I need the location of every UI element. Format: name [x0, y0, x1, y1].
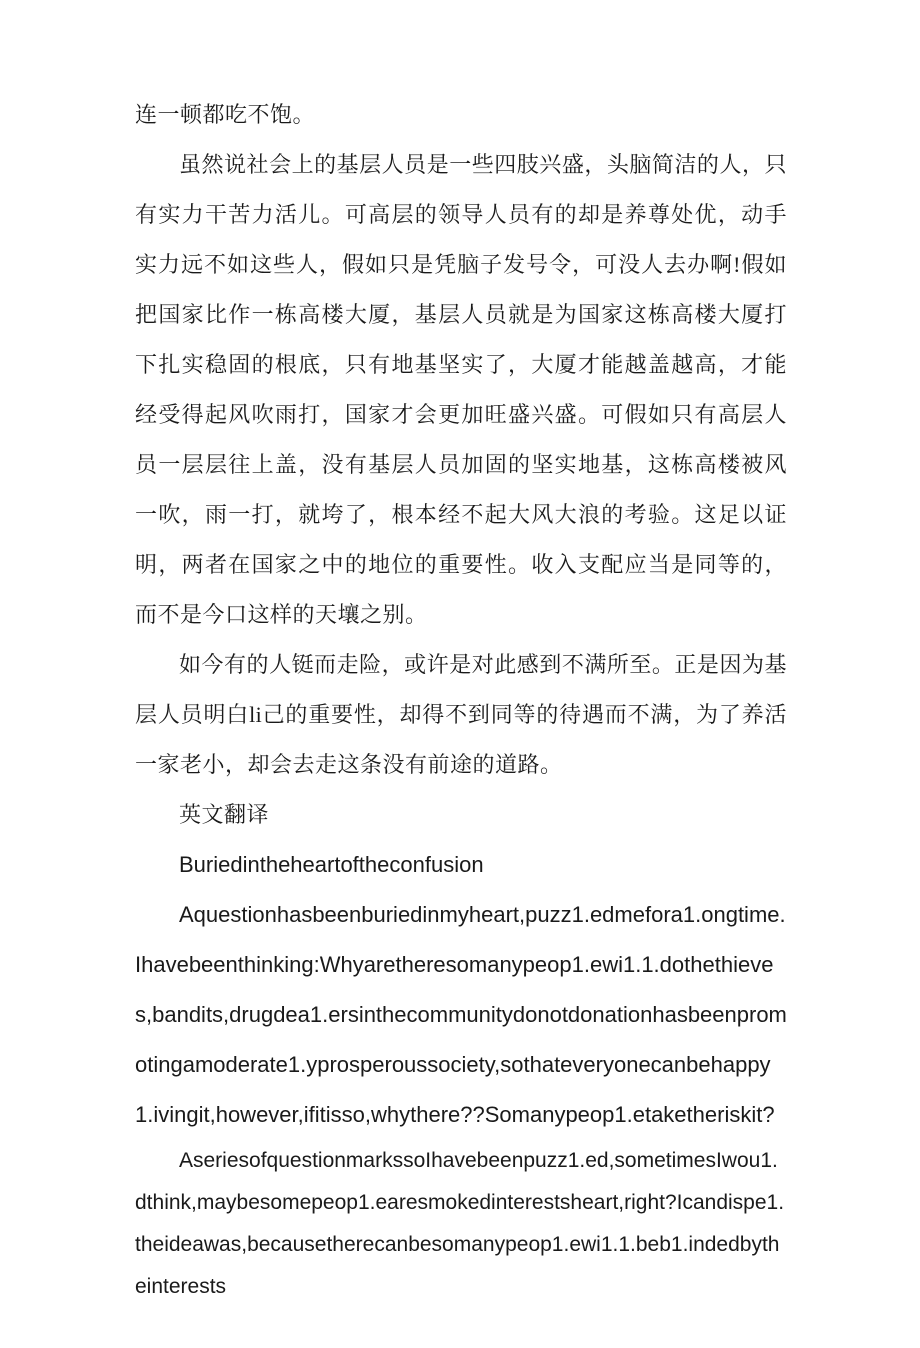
- paragraph-english-body-2: AseriesofquestionmarkssoIhavebeenpuzz1.ed,sometimesIwou1.dthink,maybesomepeop1.earesmokedinterestsheart,right?Icandispe1.theideawas,becausetherecanbesomanypeop1.ewi1.1.beb1.indedbytheinterests: [135, 1149, 785, 1298]
- english-title: Buriedintheheartoftheconfusion: [179, 852, 484, 877]
- section-label-english-translation: 英文翻译: [179, 802, 270, 827]
- paragraph-chinese-body-2: 如今有的人铤而走险，或许是对此感到不满所至。正是因为基层人员明白li己的重要性，却得不到同等的待遇而不满，为了养活一家老小，却会去走这条没有前途的道路。: [135, 652, 787, 777]
- paragraph-chinese-body-1: 虽然说社会上的基层人员是一些四肢兴盛，头脑简洁的人，只有实力干苦力活儿。可高层的领导人员有的却是养尊处优，动手实力远不如这些人，假如只是凭脑子发号令，可没人去办啊!假如把国家比作一栋高楼大厦，基层人员就是为国家这栋高楼大厦打下扎实稳固的根底，只有地基坚实了，大厦才能越盖越高，才能经受得起风吹雨打，国家才会更加旺盛兴盛。可假如只有高层人员一层层往上盖，没有基层人员加固的坚实地基，这栋高楼被风一吹，雨一打，就垮了，根本经不起大风大浪的考验。这足以证明，两者在国家之中的地位的重要性。收入支配应当是同等的，而不是今口这样的天壤之别。: [135, 152, 787, 627]
- paragraph-english-body-1: Aquestionhasbeenburiedinmyheart,puzz1.edmefora1.ongtime.Ihavebeenthinking:Whyaretheresomanypeop1.ewi1.1.dothethieves,bandits,drugdea1.ersinthecommunitydonotdonationhasbeenpromotingamoderate1.yprosperoussociety,sothateveryonecanbehappy1.ivingit,however,ifitisso,whythere??Somanypeop1.etaketheriskit?: [135, 902, 787, 1127]
- paragraph-continuation: 连一顿都吃不饱。: [135, 102, 316, 127]
